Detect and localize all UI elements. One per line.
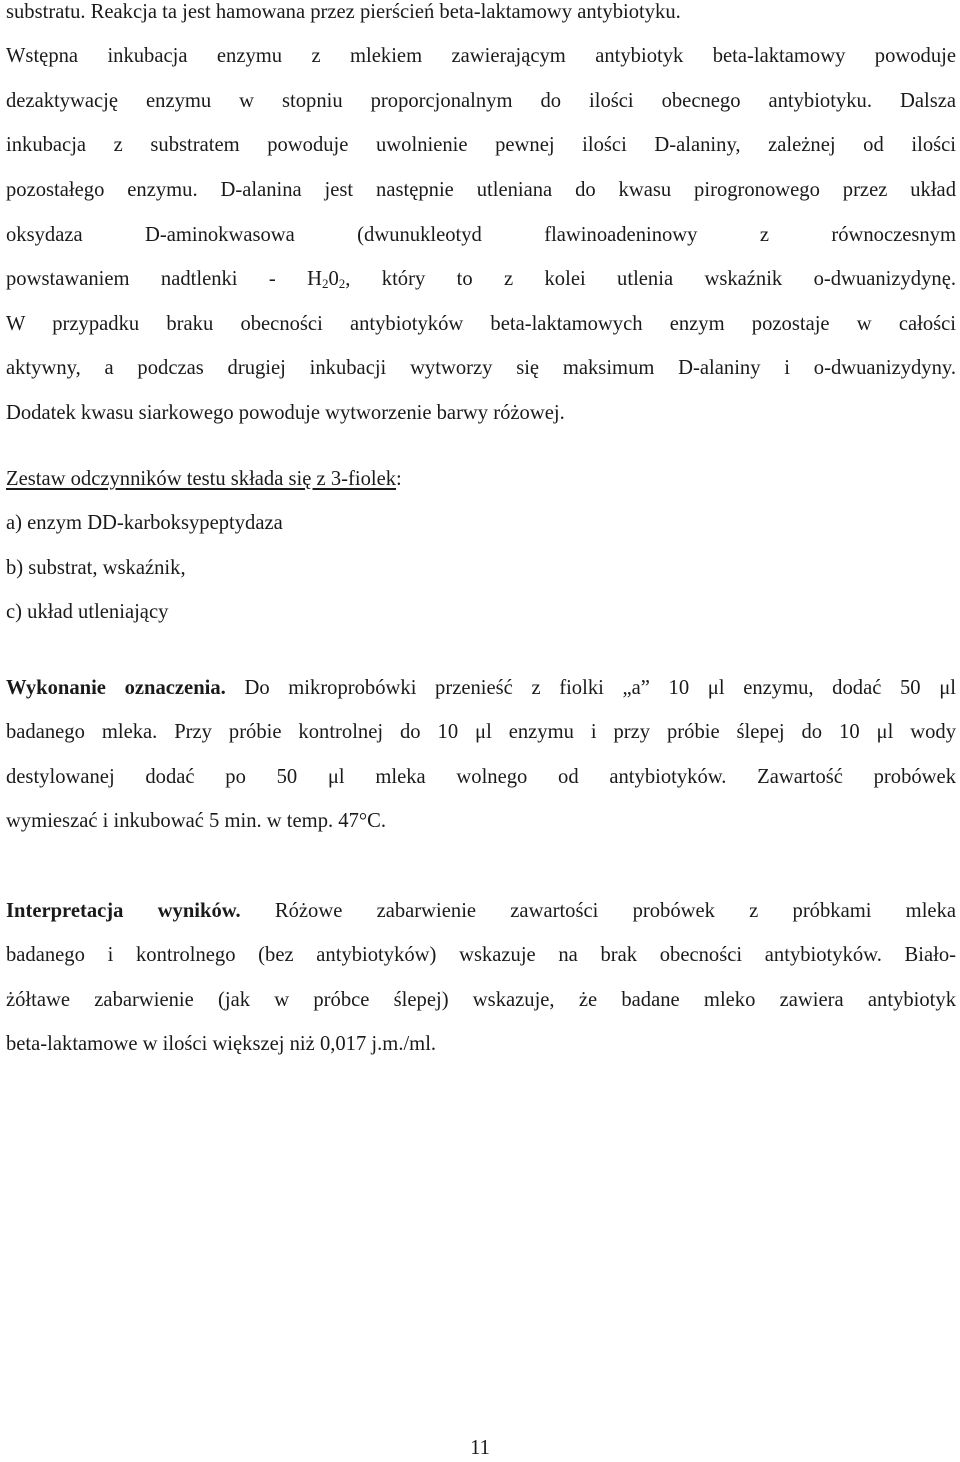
kit-heading xyxy=(6,465,956,493)
paragraph-line xyxy=(6,674,956,702)
paragraph-line xyxy=(6,897,956,925)
paragraph-line: badanego mleka. Przy próbie kontrolnej do 10 μl enzymu i przy próbie ślepej do 10 μl wody xyxy=(6,721,956,743)
section-title: Interpretacja wyników. xyxy=(6,900,241,922)
paragraph-line: destylowanej dodać po 50 μl mleka wolnego od antybiotyków. Zawartość probówek xyxy=(6,766,956,788)
kit-item: c) układ utleniający xyxy=(6,601,169,623)
paragraph-line: substratu. Reakcja ta jest hamowana przez pierścień beta-laktamowy antybiotyku. xyxy=(6,1,681,23)
paragraph-line: wymieszać i inkubować 5 min. w temp. 47°C. xyxy=(6,810,386,832)
kit-item: a) enzym DD-karboksypeptydaza xyxy=(6,512,283,534)
paragraph-line: dezaktywację enzymu w stopniu proporcjonalnym do ilości obecnego antybiotyku. Dalsza xyxy=(6,90,956,112)
text-run: 0 xyxy=(328,268,339,290)
paragraph-line: badanego i kontrolnego (bez antybiotyków) wskazuje na brak obecności antybiotyków. Biało- xyxy=(6,944,956,966)
paragraph-line: aktywny, a podczas drugiej inkubacji wytworzy się maksimum D-alaniny i o-dwuanizydyny. xyxy=(6,357,956,379)
paragraph-line: inkubacja z substratem powoduje uwolnienie pewnej ilości D-alaniny, zależnej od ilości xyxy=(6,134,956,156)
paragraph-line: Dodatek kwasu siarkowego powoduje wytworzenie barwy różowej. xyxy=(6,402,565,424)
paragraph-line: pozostałego enzymu. D-alanina jest następnie utleniana do kwasu pirogronowego przez układ xyxy=(6,179,956,201)
page-number: 11 xyxy=(470,1437,490,1459)
paragraph-line: oksydaza D-aminokwasowa (dwunukleotyd flawinoadeninowy z równoczesnym xyxy=(6,224,956,246)
kit-item: b) substrat, wskaźnik, xyxy=(6,557,186,579)
paragraph-line: Wstępna inkubacja enzymu z mlekiem zawierającym antybiotyk beta-laktamowy powoduje xyxy=(6,45,956,67)
text-run: , który to z kolei utlenia wskaźnik o-dwuanizydynę. xyxy=(345,268,956,290)
subscript: 2 xyxy=(321,276,329,291)
text-run: Do mikroprobówki przenieść z fiolki „a” 10 μl enzymu, dodać 50 μl xyxy=(225,677,956,699)
paragraph-line: W przypadku braku obecności antybiotyków beta-laktamowych enzym pozostaje w całości xyxy=(6,313,956,335)
paragraph-line xyxy=(6,265,956,293)
kit-heading-colon: : xyxy=(396,468,402,490)
paragraph-line: żółtawe zabarwienie (jak w próbce ślepej) wskazuje, że badane mleko zawiera antybiotyk xyxy=(6,989,956,1011)
subscript: 2 xyxy=(338,276,346,291)
text-run: Różowe zabarwienie zawartości probówek z próbkami mleka xyxy=(240,900,957,922)
section-title: Wykonanie oznaczenia. xyxy=(6,677,226,699)
text-run: powstawaniem nadtlenki - H xyxy=(6,268,322,290)
paragraph-line: beta-laktamowe w ilości większej niż 0,017 j.m./ml. xyxy=(6,1033,437,1055)
kit-heading-text: Zestaw odczynników testu składa się z 3-fiolek xyxy=(6,468,397,490)
